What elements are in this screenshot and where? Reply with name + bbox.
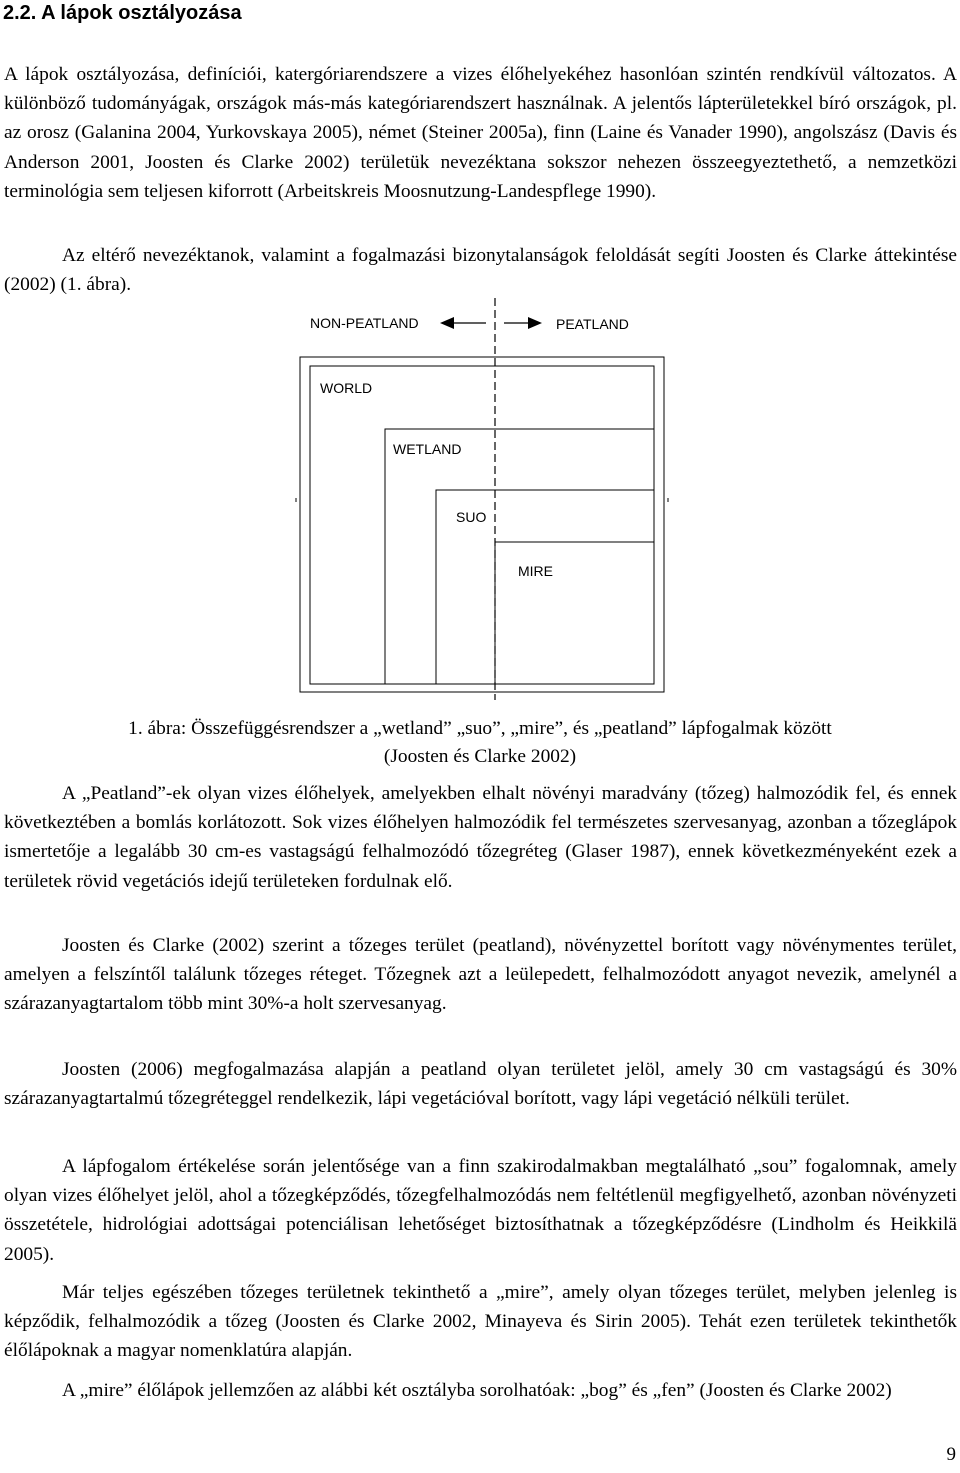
- left-arrow-icon: [440, 317, 454, 329]
- world-label: WORLD: [320, 380, 373, 396]
- non-peatland-label: NON-PEATLAND: [310, 315, 419, 331]
- paragraph-4: Joosten és Clarke (2002) szerint a tőzeges terület (peatland), növényzettel borított vagy növénymentes terület, amelyen a felszíntől találunk tőzeges réteget. Tőzegnek azt a leülepedett, felhalmozódott anyagot nevezik, amelynél a szárazanyagtartalom több mint 30%-a holt szervesanyag.: [4, 935, 957, 1015]
- paragraph-5: Joosten (2006) megfogalmazása alapján a peatland olyan területet jelöl, amely 30 cm vastagságú és 30% szárazanyagtartalmú tőzegréteggel rendelkezik, lápi vegetációval borított, vagy lápi vegetáció nélküli terület.: [4, 1059, 957, 1110]
- figure-caption-source: (Joosten és Clarke 2002): [383, 746, 577, 767]
- wetland-box: [385, 429, 654, 684]
- wetland-label: WETLAND: [393, 441, 462, 457]
- paragraph-7: Már teljes egészében tőzeges területnek tekinthető a „mire”, amely olyan tőzeges terület, melyben jelenleg is képződik, felhalmozódik a tőzeg (Joosten és Clarke 2002, Minayeva és Sirin 2005). Tehát ezen területek tekinthetők élőlápoknak a magyar nomenklatúra alapján.: [4, 1282, 957, 1362]
- right-arrow-icon: [528, 317, 542, 329]
- paragraph-2: Az eltérő nevezéktanok, valamint a fogalmazási bizonytalanságok feloldását segíti Joosten és Clarke áttekintése (2002) (1. ábra).: [4, 245, 957, 296]
- section-heading: 2.2. A lápok osztályozása: [3, 2, 242, 24]
- peatland-figure: [290, 294, 670, 702]
- paragraph-1: A lápok osztályozása, definíciói, katergóriarendszere a vizes élőhelyekéhez hasonlóan szintén rendkívül változatos. A különböző tudományágak, országok más-más kategóriarendszert használnak. A jelentős lápterületekkel bíró országok, pl. az orosz (Galanina 2004, Yurkovskaya 2005), német (Steiner 2005a), finn (Laine és Vanader 1990), angolszász (Davis és Anderson 2001, Joosten és Clarke 2002) területük nevezéktana sokszor nehezen összeegyeztethető, a nemzetközi terminológia sem teljesen kiforrott (Arbeitskreis Moosnutzung-Landespflege 1990).: [4, 64, 957, 202]
- peatland-label: PEATLAND: [556, 316, 629, 332]
- world-box: [310, 366, 654, 684]
- page-number: 9: [946, 1444, 956, 1465]
- paragraph-8: A „mire” élőlápok jellemzően az alábbi két osztályba sorolhatóak: „bog” és „fen” (Joosten és Clarke 2002): [62, 1380, 892, 1401]
- mire-label: MIRE: [518, 563, 553, 579]
- paragraph-6: A lápfogalom értékelése során jelentősége van a finn szakirodalmakban megtalálható „sou” fogalomnak, amely olyan vizes élőhelyet jelöl, ahol a tőzegképződés, tőzegfelhalmozódás nem feltétlenül megfigyelhető, azonban növényzeti összetétele, hidrológiai adottságai potenciálisan lehetőséget biztosíthatnak a tőzegképződésre (Lindholm és Heikkilä 2005).: [4, 1156, 957, 1265]
- paragraph-3: A „Peatland”-ek olyan vizes élőhelyek, amelyekben elhalt növényi maradvány (tőzeg) halmozódik fel, és ennek következtében a bomlás korlátozott. Sok vizes élőhelyen halmozódik fel természetes szervesanyag, azonban a tőzeglápok ismertetője a legalább 30 cm-es vastagságú felhalmozódó tőzegréteg (Glaser 1987), ennek következményeként ezek a területek rövid vegetációs idejű területeken fordulnak elő.: [4, 783, 957, 892]
- suo-label: SUO: [456, 509, 487, 525]
- figure-caption: 1. ábra: Összefüggésrendszer a „wetland” „suo”, „mire”, és „peatland” lápfogalmak között: [128, 718, 832, 739]
